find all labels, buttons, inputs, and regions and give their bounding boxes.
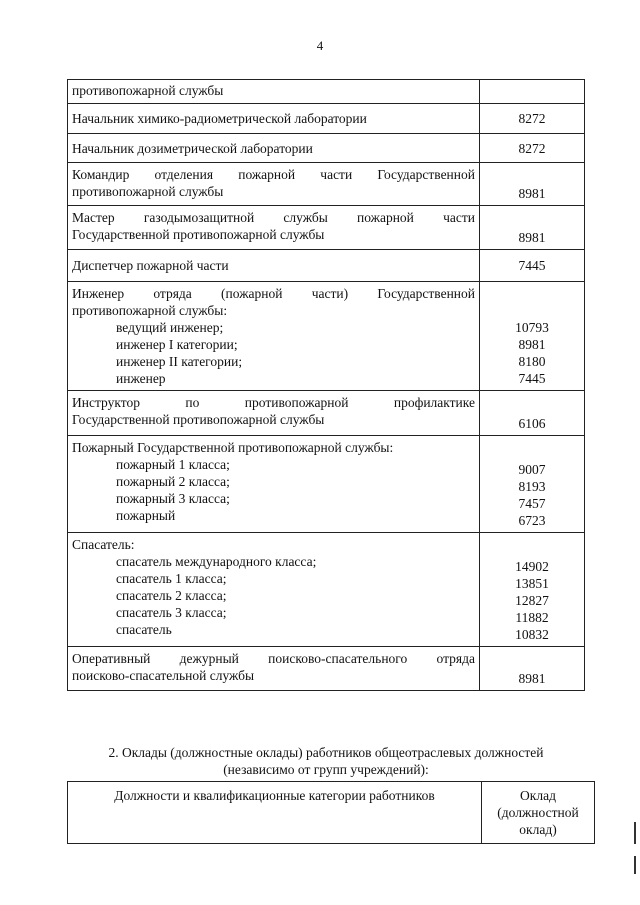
salary-cell [480, 436, 585, 533]
salary-values [480, 110, 584, 127]
position-line: Начальник дозиметрической лаборатории [72, 140, 313, 156]
position-subitem: ведущий инженер; [116, 320, 224, 335]
header-row [68, 782, 595, 844]
position-line: Мастер газодымозащитной службы пожарной части [72, 210, 475, 225]
position-subitem: пожарный [116, 508, 176, 523]
salary-value: 7457 [518, 496, 546, 511]
position-subitem: инженер I категории; [116, 337, 238, 352]
salary-value: 6106 [518, 416, 546, 431]
position-cell [68, 391, 480, 436]
salary-value: 14902 [515, 559, 549, 574]
salary-value: 8272 [518, 140, 546, 156]
position-line: Пожарный Государственной противопожарной службы: [72, 440, 394, 455]
table-row [68, 282, 585, 391]
column-header-salary-line: (должностной [497, 805, 579, 820]
position-line: Диспетчер пожарной части [72, 258, 229, 273]
salary-spacer [480, 541, 584, 558]
salary-spacer [480, 398, 584, 415]
salary-value: 8981 [518, 186, 546, 201]
salary-value: 8981 [518, 337, 546, 352]
column-header-positions: Должности и квалификационные категории работников [68, 782, 482, 844]
salary-value: 8193 [518, 479, 546, 494]
salary-value: 12827 [515, 593, 549, 608]
salary-value: 7445 [518, 371, 546, 386]
position-cell [68, 206, 480, 250]
salary-value: 6723 [518, 513, 546, 528]
table-row [68, 647, 585, 691]
position-line: противопожарной службы: [72, 303, 228, 318]
salary-value: 10793 [515, 320, 549, 335]
table-row [68, 104, 585, 134]
table-row [68, 163, 585, 206]
salary-value: 13851 [515, 576, 549, 591]
column-header-salary [482, 782, 595, 844]
table-row [68, 436, 585, 533]
position-cell [68, 282, 480, 391]
position-cell [68, 647, 480, 691]
scan-artifact-line [634, 856, 636, 874]
table-row [68, 80, 585, 104]
position-subitem: спасатель [116, 622, 172, 637]
salary-cell [480, 134, 585, 163]
scan-artifact-line [634, 822, 636, 844]
position-cell [68, 134, 480, 163]
salary-value: 10832 [515, 627, 549, 642]
column-header-salary-line: Оклад [520, 788, 556, 803]
table-row [68, 134, 585, 163]
position-subitem: спасатель 3 класса; [116, 605, 227, 620]
salary-spacer [480, 653, 584, 670]
salary-values [480, 541, 584, 643]
section-2-heading-line1: 2. Оклады (должностные оклады) работников общеотраслевых должностей [108, 745, 544, 760]
position-line: Оперативный дежурный поисково-спасательного отряда [72, 651, 475, 666]
general-positions-table-header [67, 781, 595, 844]
salary-cell [480, 647, 585, 691]
salary-cell [480, 533, 585, 647]
salary-value: 8981 [518, 230, 546, 245]
position-cell [68, 436, 480, 533]
salary-cell [480, 282, 585, 391]
page-number: 4 [316, 38, 324, 53]
table-row [68, 391, 585, 436]
salary-values [480, 168, 584, 202]
position-line: Государственной противопожарной службы [72, 412, 325, 427]
table-row [68, 533, 585, 647]
salary-cell [480, 80, 585, 104]
position-subitem: пожарный 3 класса; [116, 491, 230, 506]
position-cell [68, 250, 480, 282]
position-subitem: спасатель международного класса; [116, 554, 317, 569]
salary-cell [480, 250, 585, 282]
salary-spacer [480, 444, 584, 461]
position-line: противопожарной службы [72, 184, 224, 199]
position-line: Государственной противопожарной службы [72, 227, 325, 242]
position-line: Инструктор по противопожарной профилактике [72, 395, 475, 410]
position-line: Инженер отряда (пожарной части) Государственной [72, 286, 475, 301]
position-subitem: инженер [116, 371, 166, 386]
table-row [68, 250, 585, 282]
position-line: поисково-спасательной службы [72, 668, 255, 683]
salary-value: 9007 [518, 462, 546, 477]
salary-spacer [480, 285, 584, 302]
salary-values [480, 257, 584, 274]
salary-values [480, 398, 584, 432]
salary-value: 11882 [515, 610, 549, 625]
position-cell [68, 533, 480, 647]
position-line: Начальник химико-радиометрической лаборатории [72, 111, 367, 126]
salary-spacer [480, 168, 584, 185]
position-line: Спасатель: [72, 537, 135, 552]
salary-values [480, 140, 584, 157]
salary-cell [480, 104, 585, 134]
salary-cell [480, 391, 585, 436]
salary-value: 8272 [518, 111, 546, 126]
section-2-heading [67, 744, 585, 778]
salary-value: 8981 [518, 671, 546, 686]
position-subitem: пожарный 2 класса; [116, 474, 230, 489]
position-subitem: инженер II категории; [116, 354, 243, 369]
column-header-salary-line: оклад) [519, 822, 557, 837]
salary-values [480, 285, 584, 387]
salary-cell [480, 163, 585, 206]
position-subitem: пожарный 1 класса; [116, 457, 230, 472]
salary-spacer [480, 212, 584, 229]
position-line: противопожарной службы [72, 83, 224, 98]
salary-value: 8180 [518, 354, 546, 369]
position-cell [68, 104, 480, 134]
salary-values [480, 212, 584, 246]
salary-table [67, 79, 585, 691]
salary-values [480, 444, 584, 529]
salary-cell [480, 206, 585, 250]
salary-value: 7445 [518, 258, 546, 273]
salary-spacer [480, 302, 584, 319]
salary-values [480, 653, 584, 687]
position-cell [68, 163, 480, 206]
position-subitem: спасатель 2 класса; [116, 588, 227, 603]
table-row [68, 206, 585, 250]
section-2-heading-line2: (независимо от групп учреждений): [223, 762, 429, 777]
position-line: Командир отделения пожарной части Государственной [72, 167, 475, 182]
position-subitem: спасатель 1 класса; [116, 571, 227, 586]
position-cell [68, 80, 480, 104]
